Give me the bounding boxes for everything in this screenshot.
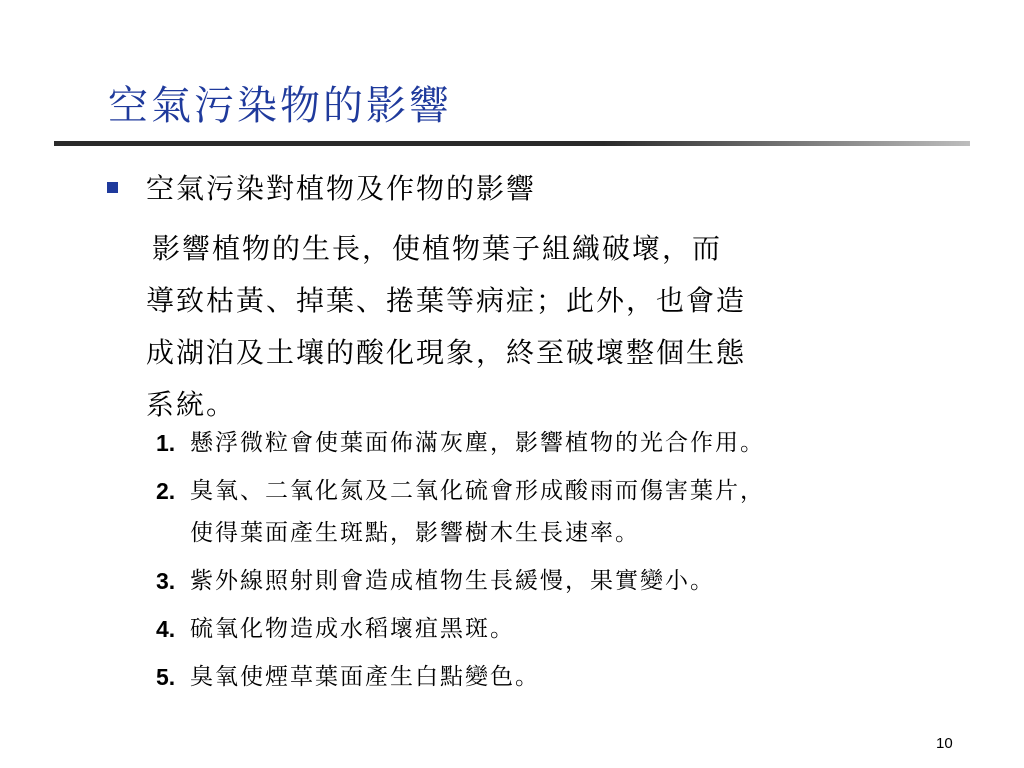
item-number: 3. — [156, 568, 176, 594]
item-text — [190, 470, 765, 554]
item-number: 2. — [156, 478, 176, 504]
item-text — [190, 422, 765, 464]
square-bullet-icon — [107, 182, 118, 193]
list-item — [156, 560, 996, 602]
item-text-line: 硫氧化物造成水稻壞疽黑斑。 — [190, 616, 515, 642]
list-item — [156, 470, 996, 554]
list-item — [156, 608, 996, 650]
item-number: 4. — [156, 616, 176, 642]
item-text — [190, 656, 540, 698]
item-text — [190, 608, 515, 650]
item-text-line: 懸浮微粒會使葉面佈滿灰塵，影響植物的光合作用。 — [190, 430, 765, 456]
paragraph-line: 系統。 — [146, 388, 237, 421]
item-text-line: 臭氧使煙草葉面產生白點變色。 — [190, 664, 540, 690]
title-divider — [54, 141, 970, 146]
numbered-list — [156, 422, 996, 704]
list-item — [156, 656, 996, 698]
page-number: 10 — [936, 735, 953, 752]
item-text — [190, 560, 715, 602]
paragraph-line: 成湖泊及土壤的酸化現象，終至破壞整個生態 — [146, 336, 747, 369]
item-text-line: 臭氧、二氧化氮及二氧化硫會形成酸雨而傷害葉片， — [190, 478, 765, 504]
item-text-line: 紫外線照射則會造成植物生長緩慢，果實變小。 — [190, 568, 715, 594]
paragraph-line: 導致枯黃、掉葉、捲葉等病症；此外，也會造 — [146, 284, 747, 317]
bullet-heading: 空氣污染對植物及作物的影響 — [146, 172, 537, 205]
body-paragraph — [146, 223, 946, 431]
list-item — [156, 422, 996, 464]
slide-title: 空氣污染物的影響 — [108, 83, 452, 129]
item-number: 1. — [156, 430, 176, 456]
paragraph-line: 影響植物的生長，使植物葉子組織破壞，而 — [152, 232, 723, 265]
item-text-line: 使得葉面產生斑點，影響樹木生長速率。 — [190, 520, 640, 546]
item-number: 5. — [156, 664, 176, 690]
